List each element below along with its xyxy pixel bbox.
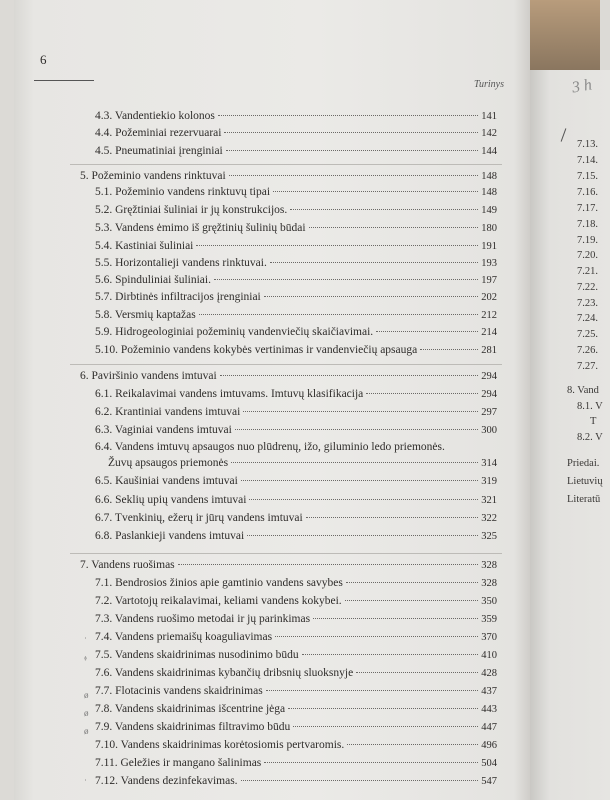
toc-entry-title: 7.4. Vandens priemaišų koaguliavimas [95, 631, 273, 643]
toc-entry [95, 186, 497, 198]
dot-leader [266, 690, 479, 691]
right-page-entry: 8.1. V [577, 401, 603, 412]
toc-entry-title: 4.3. Vandentiekio kolonos [95, 110, 215, 122]
toc-entry-page: 443 [481, 704, 497, 715]
toc-entry-title: 7.9. Vandens skaidrinimas filtravimo būdu [95, 721, 291, 733]
toc-entry-title: 6.7. Tvenkinių, ežerų ir jūrų vandens imtuvai [95, 512, 303, 524]
toc-entry-title: 4.5. Pneumatiniai įrenginiai [95, 145, 223, 157]
dot-leader [288, 708, 478, 709]
dot-leader [270, 262, 478, 263]
toc-entry-title: 6. Paviršinio vandens imtuvai [80, 370, 217, 382]
toc-entry-title: 4.4. Požeminiai rezervuarai [95, 127, 222, 139]
toc-entry [95, 110, 497, 122]
toc-entry-page: 370 [481, 632, 497, 643]
right-page-entry: 7.16. [577, 187, 598, 198]
toc-entry [95, 274, 497, 286]
toc-entry [95, 127, 497, 139]
toc-entry-title: 5. Požeminio vandens rinktuvai [80, 170, 226, 182]
toc-entry [95, 757, 497, 769]
toc-entry-page: 212 [481, 310, 497, 321]
toc-entry-title: 6.8. Paslankieji vandens imtuvai [95, 530, 245, 542]
toc-entry [95, 775, 497, 787]
dot-leader [302, 654, 479, 655]
toc-entry-title: 7.2. Vartotojų reikalavimai, keliami vandens kokybei. [95, 595, 342, 607]
toc-entry [95, 494, 497, 506]
right-page-entry: T [590, 416, 597, 427]
toc-entry-page: 281 [481, 345, 497, 356]
right-page-entry: 7.24. [577, 313, 598, 324]
toc-entry [108, 457, 497, 469]
dot-leader [309, 227, 479, 228]
toc-entry-page: 428 [481, 668, 497, 679]
toc-entry [95, 424, 497, 436]
dot-leader [224, 132, 478, 133]
dot-leader [214, 279, 478, 280]
right-page-entry: 7.21. [577, 266, 598, 277]
toc-entry [95, 685, 497, 697]
toc-entry [95, 649, 497, 661]
dot-leader [199, 314, 479, 315]
toc-entry-title: 7.1. Bendrosios žinios apie gamtinio vandens savybes [95, 577, 343, 589]
dot-leader [420, 349, 478, 350]
toc-entry-page: 294 [481, 389, 497, 400]
pencil-margin-mark: ʿ [84, 636, 87, 646]
toc-entry [80, 170, 497, 182]
dot-leader [345, 600, 479, 601]
toc-entry-page: 297 [481, 407, 497, 418]
toc-entry-title: 6.6. Seklių upių vandens imtuvai [95, 494, 247, 506]
toc-entry-title: 6.2. Krantiniai vandens imtuvai [95, 406, 241, 418]
right-page-entry: 7.17. [577, 203, 598, 214]
section-divider [70, 364, 502, 365]
dot-leader [220, 375, 479, 376]
dot-leader [293, 726, 478, 727]
header-rule [34, 80, 94, 81]
toc-entry-title: 7.6. Vandens skaidrinimas kybančių dribsnių sluoksnyje [95, 667, 354, 679]
dot-leader [290, 209, 478, 210]
toc-entry-page: 141 [481, 111, 497, 122]
toc-entry [95, 530, 497, 542]
toc-entry-page: 325 [481, 531, 497, 542]
toc-entry [95, 703, 497, 715]
toc-entry [95, 204, 497, 216]
pencil-margin-mark: ø [84, 708, 89, 718]
dot-leader [241, 780, 479, 781]
dot-leader [376, 331, 478, 332]
toc-entry [95, 739, 497, 751]
right-page-entry: 7.14. [577, 155, 598, 166]
toc-entry-page: 504 [481, 758, 497, 769]
toc-entry [95, 291, 497, 303]
toc-entry-page: 294 [481, 371, 497, 382]
toc-entry-title: 7.3. Vandens ruošimo metodai ir jų parinkimas [95, 613, 311, 625]
dot-leader [249, 499, 478, 500]
toc-entry-page: 144 [481, 146, 497, 157]
toc-entry-page: 148 [481, 171, 497, 182]
toc-entry [95, 344, 497, 356]
toc-entry-title: 7.11. Geležies ir mangano šalinimas [95, 757, 262, 769]
dot-leader [264, 296, 478, 297]
toc-entry-title: 6.4. Vandens imtuvų apsaugos nuo plūdrenų, ižo, giluminio ledo priemonės. [95, 441, 445, 453]
toc-entry-title: 6.1. Reikalavimai vandens imtuvams. Imtuvų klasifikacija [95, 388, 364, 400]
dot-leader [218, 115, 478, 116]
dot-leader [347, 744, 478, 745]
toc-entry-page: 447 [481, 722, 497, 733]
toc-entry-page: 314 [481, 458, 497, 469]
right-page-entry: 7.23. [577, 298, 598, 309]
toc-entry-title: Žuvų apsaugos priemonės [108, 457, 229, 469]
toc-entry-title: 5.5. Horizontalieji vandens rinktuvai. [95, 257, 267, 269]
dot-leader [241, 480, 478, 481]
dot-leader [313, 618, 478, 619]
toc-entry [95, 406, 497, 418]
toc-entry-page: 148 [481, 187, 497, 198]
toc-entry [95, 631, 497, 643]
toc-entry-title: 7.12. Vandens dezinfekavimas. [95, 775, 238, 787]
toc-entry-page: 322 [481, 513, 497, 524]
dot-leader [247, 535, 478, 536]
section-divider [70, 553, 502, 554]
toc-entry-title: 7. Vandens ruošimas [80, 559, 175, 571]
dot-leader [306, 517, 479, 518]
toc-entry-title: 5.2. Gręžtiniai šuliniai ir jų konstrukcijos. [95, 204, 288, 216]
right-page-entry: 7.25. [577, 329, 598, 340]
toc-entry [95, 512, 497, 524]
toc-entry-title: 6.3. Vaginiai vandens imtuvai [95, 424, 232, 436]
pencil-margin-mark: ᶲ [84, 654, 87, 664]
toc-entry-title: 5.9. Hidrogeologiniai požeminių vandenviečių skaičiavimai. [95, 326, 374, 338]
page-number: 6 [40, 52, 47, 67]
toc-entry [95, 145, 497, 157]
right-page-entry: 7.13. [577, 139, 598, 150]
right-page-entry: 7.15. [577, 171, 598, 182]
right-page-entry: 7.27. [577, 361, 598, 372]
right-page-entry: 7.22. [577, 282, 598, 293]
dot-leader [178, 564, 479, 565]
toc-entry-page: 197 [481, 275, 497, 286]
running-head: Turinys [474, 79, 505, 90]
dot-leader [366, 393, 478, 394]
toc-entry-page: 547 [481, 776, 497, 787]
toc-entry-page: 328 [481, 560, 497, 571]
toc-entry [95, 595, 497, 607]
dot-leader [229, 175, 479, 176]
right-page-entry: 7.19. [577, 235, 598, 246]
toc-entry-page: 496 [481, 740, 497, 751]
pencil-margin-mark: ø [84, 690, 89, 700]
toc-entry-page: 359 [481, 614, 497, 625]
right-page-entry: 7.26. [577, 345, 598, 356]
right-page-entry: 8.2. V [577, 432, 603, 443]
toc-entry-title: 7.5. Vandens skaidrinimas nusodinimo būdu [95, 649, 299, 661]
dot-leader [231, 462, 478, 463]
toc-entry [95, 441, 497, 453]
dot-leader [346, 582, 478, 583]
right-page-entry: Lietuvių [567, 476, 603, 487]
toc-entry [95, 721, 497, 733]
toc-entry [80, 370, 497, 382]
section-divider [70, 164, 502, 165]
toc-entry-title: 5.7. Dirbtinės infiltracijos įrenginiai [95, 291, 261, 303]
toc-entry-page: 300 [481, 425, 497, 436]
toc-entry [80, 559, 497, 571]
toc-entry-title: 6.5. Kaušiniai vandens imtuvai [95, 475, 238, 487]
toc-entry [95, 667, 497, 679]
dot-leader [264, 762, 478, 763]
dot-leader [275, 636, 478, 637]
right-page-entry: 7.18. [577, 219, 598, 230]
dot-leader [356, 672, 478, 673]
toc-entry-page: 191 [481, 241, 497, 252]
toc-entry [95, 257, 497, 269]
dot-leader [226, 150, 478, 151]
pencil-note: 3 h [570, 76, 594, 97]
toc-entry [95, 222, 497, 234]
toc-entry [95, 613, 497, 625]
dot-leader [196, 245, 478, 246]
toc-entry-page: 319 [481, 476, 497, 487]
toc-entry-page: 321 [481, 495, 497, 506]
toc-entry [95, 577, 497, 589]
right-page-entry: 7.20. [577, 250, 598, 261]
toc-entry-page: 328 [481, 578, 497, 589]
background-edge [530, 0, 600, 70]
toc-entry-page: 214 [481, 327, 497, 338]
right-page-entry: Literatū [567, 494, 601, 505]
toc-entry-page: 202 [481, 292, 497, 303]
toc-entry-title: 5.3. Vandens ėmimo iš gręžtinių šulinių būdai [95, 222, 306, 234]
dot-leader [235, 429, 478, 430]
toc-entry-title: 5.4. Kastiniai šuliniai [95, 240, 194, 252]
right-page-entry: Priedai. [567, 458, 600, 469]
toc-entry-page: 350 [481, 596, 497, 607]
toc-entry-title: 7.8. Vandens skaidrinimas išcentrine jėga [95, 703, 286, 715]
toc-entry-title: 5.6. Spinduliniai šuliniai. [95, 274, 211, 286]
pencil-margin-mark: ø [84, 726, 89, 736]
toc-entry [95, 309, 497, 321]
toc-entry-page: 180 [481, 223, 497, 234]
toc-entry [95, 475, 497, 487]
dot-leader [273, 191, 478, 192]
toc-entry [95, 388, 497, 400]
dot-leader [243, 411, 478, 412]
toc-entry-title: 5.10. Požeminio vandens kokybės vertinimas ir vandenviečių apsauga [95, 344, 418, 356]
toc-entry-page: 437 [481, 686, 497, 697]
pencil-margin-mark: ʿ [84, 778, 87, 788]
toc-entry-page: 410 [481, 650, 497, 661]
toc-entry-title: 7.7. Flotacinis vandens skaidrinimas [95, 685, 263, 697]
right-page-entry: 8. Vand [567, 385, 599, 396]
toc-entry-page: 142 [481, 128, 497, 139]
toc-entry [95, 240, 497, 252]
toc-entry-title: 5.1. Požeminio vandens rinktuvų tipai [95, 186, 271, 198]
toc-entry-page: 149 [481, 205, 497, 216]
toc-entry-page: 193 [481, 258, 497, 269]
toc-entry-title: 7.10. Vandens skaidrinimas korėtosiomis pertvaromis. [95, 739, 345, 751]
toc-entry-title: 5.8. Versmių kaptažas [95, 309, 196, 321]
toc-entry [95, 326, 497, 338]
